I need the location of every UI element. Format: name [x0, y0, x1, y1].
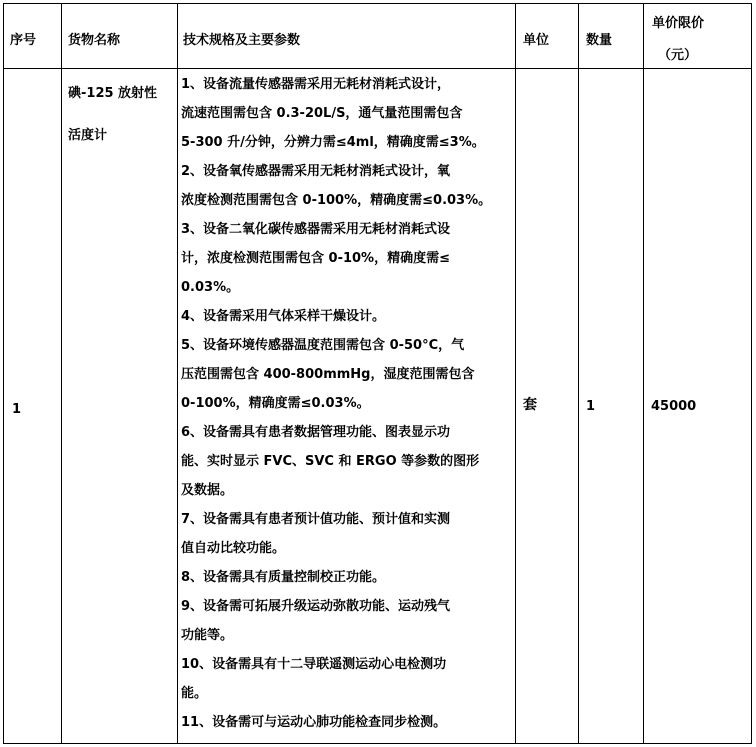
row-price: 45000: [651, 399, 697, 414]
column-divider: [177, 4, 178, 743]
row-seq: 1: [12, 402, 22, 417]
row-unit: 套: [523, 397, 537, 413]
header-unit: 单位: [523, 33, 550, 48]
spec-line: 计，浓度检测范围需包含 0-10%，精确度需≤: [181, 251, 450, 266]
spec-line: 9、设备需可拓展升级运动弥散功能、运动残气: [181, 599, 451, 614]
spec-line: 浓度检测范围需包含 0-100%，精确度需≤0.03%。: [181, 193, 492, 208]
header-name: 货物名称: [68, 33, 121, 48]
spec-line: 值自动比较功能。: [181, 541, 286, 556]
row-name-line2: 活度计: [68, 128, 108, 143]
spec-line: 2、设备氧传感器需采用无耗材消耗式设计，氧: [181, 164, 451, 179]
header-seq: 序号: [10, 33, 37, 48]
column-divider: [515, 4, 516, 743]
spec-line: 1、设备流量传感器需采用无耗材消耗式设计，: [181, 77, 451, 92]
spec-line: 0-100%，精确度需≤0.03%。: [181, 396, 370, 411]
header-spec: 技术规格及主要参数: [183, 33, 301, 48]
row-qty: 1: [586, 399, 596, 414]
column-divider: [578, 4, 579, 743]
header-price-line1: 单价限价: [652, 16, 705, 31]
spec-line: 4、设备需采用气体采样干燥设计。: [181, 309, 386, 324]
spec-line: 能。: [181, 686, 208, 701]
header-divider: [4, 68, 751, 69]
spec-line: 0.03%。: [181, 280, 240, 295]
spec-line: 6、设备需具有患者数据管理功能、图表显示功: [181, 425, 451, 440]
spec-line: 11、设备需可与运动心肺功能检查同步检测。: [181, 715, 447, 730]
spec-line: 流速范围需包含 0.3-20L/S，通气量范围需包含: [181, 106, 463, 121]
spec-line: 压范围需包含 400-800mmHg，湿度范围需包含: [181, 367, 475, 382]
row-name-line1: 碘-125 放射性: [68, 86, 158, 101]
spec-line: 5、设备环境传感器温度范围需包含 0-50°C，气: [181, 338, 465, 353]
spec-line: 7、设备需具有患者预计值功能、预计值和实测: [181, 512, 451, 527]
spec-line: 8、设备需具有质量控制校正功能。: [181, 570, 386, 585]
spec-line: 10、设备需具有十二导联遥测运动心电检测功: [181, 657, 447, 672]
header-qty: 数量: [586, 33, 613, 48]
spec-line: 3、设备二氧化碳传感器需采用无耗材消耗式设: [181, 222, 451, 237]
header-price-line2: （元）: [658, 48, 698, 63]
column-divider: [61, 4, 62, 743]
spec-line: 功能等。: [181, 628, 234, 643]
spec-line: 5-300 升/分钟，分辨力需≤4ml，精确度需≤3%。: [181, 135, 485, 150]
column-divider: [643, 4, 644, 743]
spec-line: 能、实时显示 FVC、SVC 和 ERGO 等参数的图形: [181, 454, 480, 469]
spec-line: 及数据。: [181, 483, 234, 498]
